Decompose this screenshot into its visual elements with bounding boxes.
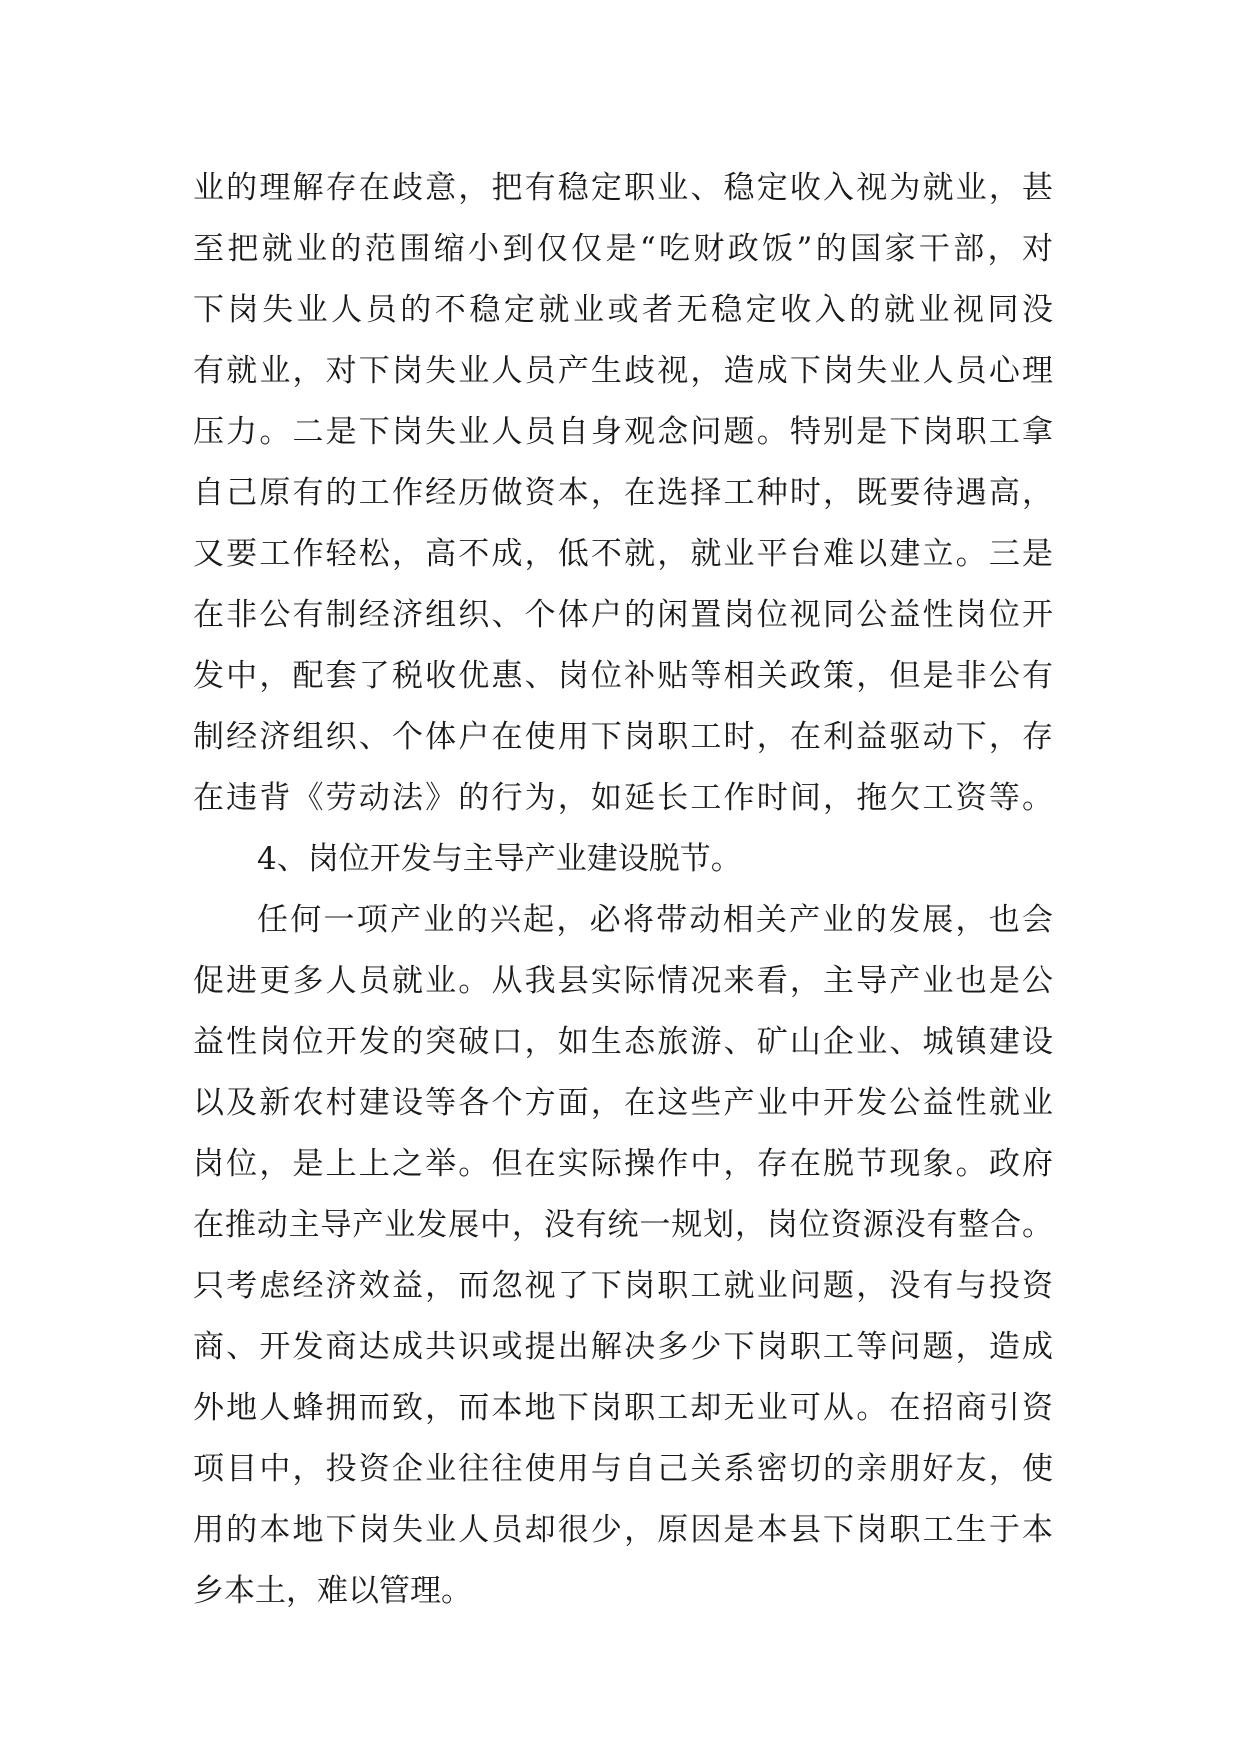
text-line: 发中，配套了税收优惠、岗位补贴等相关政策，但是非公有: [193, 658, 1053, 694]
text-line: 在非公有制经济组织、个体户的闲置岗位视同公益性岗位开: [193, 597, 1053, 633]
text-line: 岗位，是上上之举。但在实际操作中，存在脱节现象。政府: [193, 1146, 1053, 1182]
text-line: 项目中，投资企业往往使用与自己关系密切的亲朋好友，使: [193, 1451, 1053, 1487]
text-line: 4、岗位开发与主导产业建设脱节。: [257, 841, 742, 877]
text-line: 以及新农村建设等各个方面，在这些产业中开发公益性就业: [193, 1085, 1053, 1121]
paragraph: [193, 890, 1053, 1622]
text-line: 在违背《劳动法》的行为，如延长工作时间，拖欠工资等。: [193, 780, 1053, 816]
text-line: 又要工作轻松，高不成，低不就，就业平台难以建立。三是: [193, 536, 1053, 572]
text-line: 自己原有的工作经历做资本，在选择工种时，既要待遇高，: [193, 475, 1053, 511]
text-line: 用的本地下岗失业人员却很少，原因是本县下岗职工生于本: [193, 1512, 1053, 1548]
document-body: [193, 158, 1053, 1622]
text-line: 业的理解存在歧意，把有稳定职业、稳定收入视为就业，甚: [193, 170, 1053, 206]
text-line: 任何一项产业的兴起，必将带动相关产业的发展，也会: [257, 902, 1053, 938]
text-line: 有就业，对下岗失业人员产生歧视，造成下岗失业人员心理: [193, 353, 1053, 389]
text-line: 在推动主导产业发展中，没有统一规划，岗位资源没有整合。: [193, 1207, 1053, 1243]
text-line: 压力。二是下岗失业人员自身观念问题。特别是下岗职工拿: [193, 414, 1053, 450]
text-line: 商、开发商达成共识或提出解决多少下岗职工等问题，造成: [193, 1329, 1053, 1365]
text-line: 外地人蜂拥而致，而本地下岗职工却无业可从。在招商引资: [193, 1390, 1053, 1426]
text-line: 制经济组织、个体户在使用下岗职工时，在利益驱动下，存: [193, 719, 1053, 755]
text-line: 至把就业的范围缩小到仅仅是“吃财政饭”的国家干部，对: [193, 231, 1053, 267]
text-line: 益性岗位开发的突破口，如生态旅游、矿山企业、城镇建设: [193, 1024, 1053, 1060]
paragraph: [193, 158, 1053, 829]
section-heading: [193, 829, 1053, 890]
text-line: 只考虑经济效益，而忽视了下岗职工就业问题，没有与投资: [193, 1268, 1053, 1304]
text-line: 下岗失业人员的不稳定就业或者无稳定收入的就业视同没: [193, 292, 1053, 328]
text-line: 促进更多人员就业。从我县实际情况来看，主导产业也是公: [193, 963, 1053, 999]
text-line: 乡本土，难以管理。: [193, 1573, 472, 1609]
